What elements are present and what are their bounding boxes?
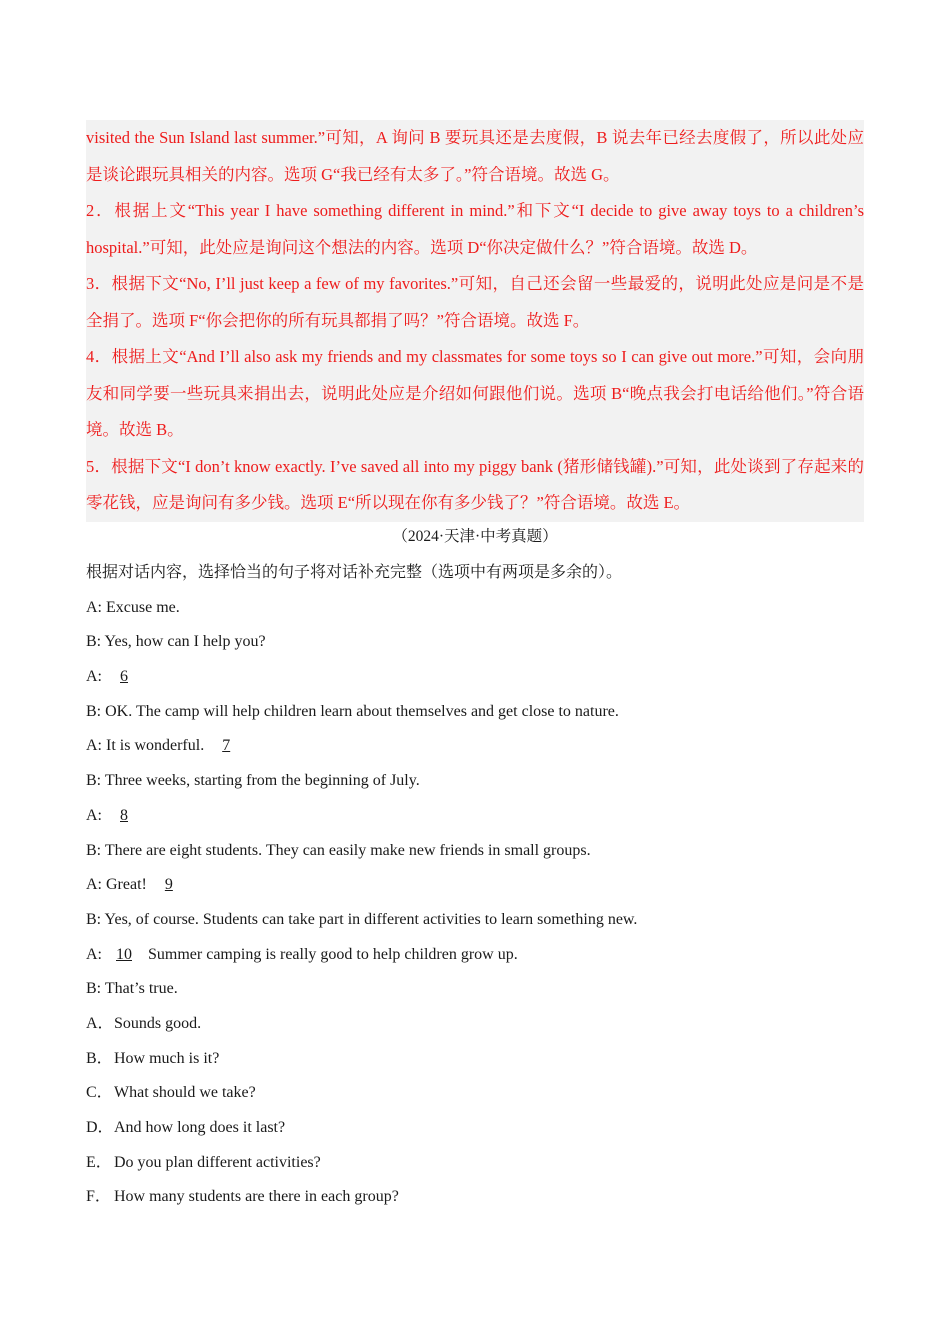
option-text: How much is it? [114,1049,220,1067]
question-instruction: 根据对话内容，选择恰当的句子将对话补充完整（选项中有两项是多余的）。 [86,564,623,581]
dialogue-line: B: Yes, how can I help you? [86,633,266,651]
dialogue-line [86,729,876,764]
answer-paragraph-4: 4．根据上文“And I’ll also ask my friends and my classmates for some toys so I can give out more.”可知，会向朋友和同学要一些玩具来捐出去，说明此处应是介绍如何跟他们说。选项 B“晚点我会打电话给他们。”符合语境。故选 B。 [86,347,864,439]
answer-paragraph-3: 3．根据下文“No, I’ll just keep a few of my favorites.”可知，自己还会留一些最爱的，说明此处应是问是不是全捐了。选项 F“你会把你的所有玩具都捐了吗？”符合语境。故选 F。 [86,274,864,330]
answer-explanation-block [86,120,864,522]
option-letter: A． [86,1014,114,1032]
dialogue-line: B: Three weeks, starting from the beginning of July. [86,772,420,790]
speaker-text: A: Great! [86,876,151,894]
dialogue-line [86,799,876,834]
dialogue-line [86,660,876,695]
answer-paragraph-5: 5．根据下文“I don’t know exactly. I’ve saved all into my piggy bank (猪形储钱罐).”可知，此处谈到了存起来的零花钱，应是询问有多少钱。选项 E“所以现在你有多少钱了？”符合语境。故选 E。 [86,456,864,512]
dialogue-line: A: Excuse me. [86,598,180,616]
blank-10: 10 [116,945,132,963]
speaker-text: A: It is wonderful. [86,737,209,755]
dialogue-line: B: Yes, of course. Students can take part in different activities to learn something new. [86,910,638,928]
blank-6: 6 [120,668,128,686]
option-text: Do you plan different activities? [114,1153,321,1171]
speaker-prefix: A: [86,668,106,686]
dialogue-line [86,938,876,973]
question-source: （2024·天津·中考真题） [392,528,558,545]
dialogue-line [86,868,876,903]
question-body [86,556,876,1215]
option-text: And how long does it last? [114,1119,286,1136]
speaker-text: Summer camping is really good to help children grow up. [144,945,518,963]
dialogue-line: B: There are eight students. They can easily make new friends in small groups. [86,841,591,859]
blank-7: 7 [222,737,231,755]
option-letter: E． [86,1153,112,1171]
option-d [86,1111,876,1146]
option-text: Sounds good. [114,1014,202,1032]
answer-paragraph-1: visited the Sun Island last summer.”可知，A 询问 B 要玩具还是去度假，B 说去年已经去度假了，所以此处应是谈论跟玩具相关的内容。选项 G“我已经有太多了。”符合语境。故选 G。 [86,128,864,184]
option-letter: F． [86,1188,111,1206]
option-e [86,1146,876,1181]
option-text: How many students are there in each group? [114,1188,399,1206]
dialogue-line: B: OK. The camp will help children learn about themselves and get close to nature. [86,702,619,720]
speaker-prefix: A: [86,806,106,824]
option-f [86,1180,876,1215]
option-b [86,1042,876,1077]
speaker-prefix: A: [86,945,102,963]
option-c [86,1076,876,1111]
option-a [86,1007,876,1042]
blank-9: 9 [164,876,173,894]
option-letter: B． [86,1049,113,1067]
blank-8: 8 [120,806,128,824]
option-text: What should we take? [114,1084,256,1102]
option-letter: D． [86,1119,114,1136]
dialogue-line: B: That’s true. [86,980,178,998]
answer-paragraph-2: 2．根据上文“This year I have something different in mind.”和下文“I decide to give away toys to a children’s hospital.”可知，此处应是询问这个想法的内容。选项 D“你决定做什么？”符合语境。故选 D。 [86,201,864,257]
option-letter: C． [86,1084,113,1102]
